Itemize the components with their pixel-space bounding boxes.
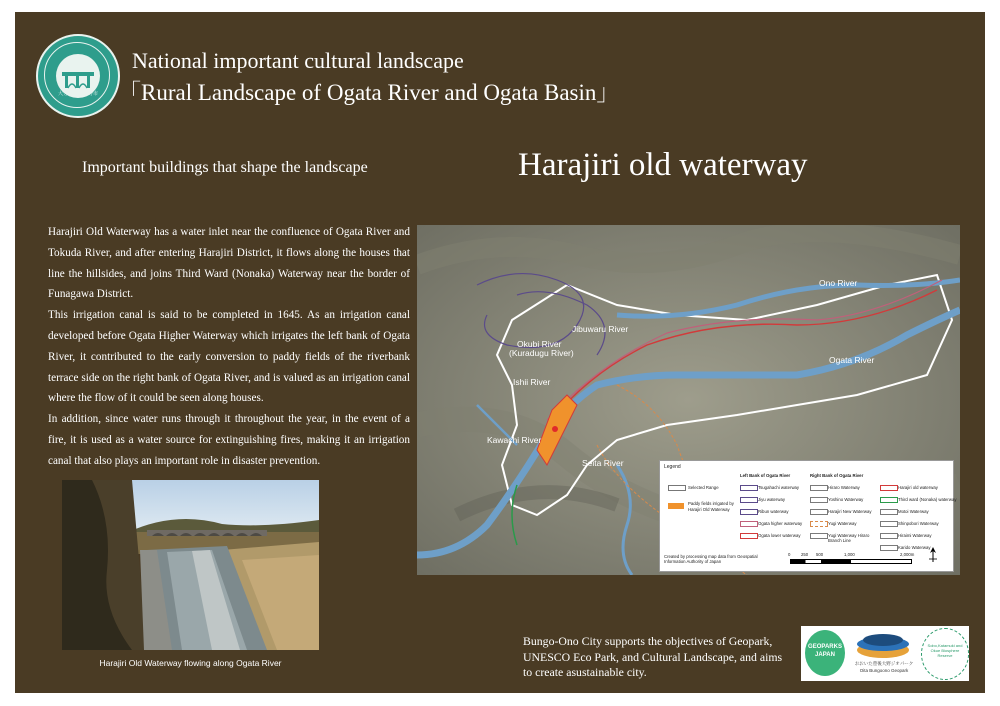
seal-text: 大分県豊後大野市 xyxy=(57,91,98,97)
scale-tick: 500 xyxy=(816,552,824,557)
legend-swatch xyxy=(740,509,758,515)
geoparks-japan-logo xyxy=(805,630,845,676)
bungoono-geopark-logo xyxy=(851,630,915,660)
paragraph-2: This irrigation canal is said to be completed in 1645. As an irrigation canal developed before Ogata Higher Waterway which irrigates the left bank of Ogata River, it contributed to the early conversion to paddy fields of the riverbank terrace side on the right bank of Ogata River, and is valued as an irrigation canal where the flow of it could be seen along houses. xyxy=(48,309,410,405)
legend-item: Yugi Waterway Hiraro Branch Line xyxy=(828,533,870,543)
scale-tick: 0 xyxy=(788,552,791,557)
header-line-1: National important cultural landscape xyxy=(132,48,464,73)
legend-swatch-paddy xyxy=(668,503,684,509)
legend-left-bank-header: Left Bank of Ogata River xyxy=(740,473,791,478)
legend-item: Third ward (Nonaka) waterway xyxy=(898,497,957,502)
legend-item: Harajiri New Waterway xyxy=(828,509,872,514)
legend-swatch-range xyxy=(668,485,686,491)
biosphere-text: Sobo,Katamuki and Okue Biosphere Reserve xyxy=(927,643,963,658)
legend-swatch xyxy=(880,509,898,515)
paragraph-3: In addition, since water runs through it throughout the year, in the event of a fire, it is used as a water source for extinguishing fires, making it an irrigation canal that also plays an important role in disaster prevention. xyxy=(48,413,410,467)
legend-item: Jiyu waterway xyxy=(758,497,785,502)
label-ono-river: Ono River xyxy=(819,278,858,288)
label-jibuwaru-river: Jibuwaru River xyxy=(572,324,629,334)
label-kuradugu-river: (Kuradugu River) xyxy=(509,348,574,358)
legend-item: Harajiri old waterway xyxy=(898,485,938,490)
legend-paddy: Paddy fields irrigated by Harajiri Old Waterway xyxy=(688,501,734,512)
cultural-landscape-seal xyxy=(36,34,120,118)
legend-swatch xyxy=(810,533,828,539)
legend-swatch xyxy=(740,497,758,503)
waterway-photo xyxy=(62,480,319,650)
legend-swatch xyxy=(880,545,898,551)
legend-item: Hiraimi Waterway xyxy=(898,533,932,538)
legend-item: Hiraro Waterway xyxy=(828,485,860,490)
legend-swatch xyxy=(810,497,828,503)
map-legend xyxy=(659,460,957,572)
inlet-point xyxy=(552,426,558,432)
biosphere-reserve-logo xyxy=(921,628,969,680)
paragraph-1: Harajiri Old Waterway has a water inlet near the confluence of Ogata River and Tokuda River, and after entering Harajiri District, it flows along the houses that line the hillsides, and joins Third Ward (Nonaka) Waterway near the border of Funagawa District. xyxy=(48,226,410,301)
waterway-map xyxy=(417,225,960,575)
legend-item: Motoi Waterway xyxy=(898,509,929,514)
legend-title: Legend xyxy=(664,464,681,470)
legend-item: Yugi Waterway xyxy=(828,521,857,526)
header-line-2: 「Rural Landscape of Ogata River and Ogata Basin」 xyxy=(118,80,620,105)
legend-source: Created by processing map data from Geospatial Information Authority of Japan xyxy=(664,554,758,564)
japan-text: JAPAN xyxy=(815,652,835,658)
legend-item: Ogata higher waterway xyxy=(758,521,803,526)
north-arrow-icon xyxy=(928,547,938,563)
city-statement: Bungo-Ono City supports the objectives of Geopark, UNESCO Eco Park, and Cultural Landscape, and aims to create asustainable city. xyxy=(523,634,783,679)
bungoono-geopark-en: Oita Bungoono Geopark xyxy=(859,668,909,673)
description xyxy=(48,222,410,472)
section-subhead: Important buildings that shape the landscape xyxy=(82,159,368,176)
legend-swatch xyxy=(740,485,758,491)
geoparks-text: GEOPARKS xyxy=(808,644,842,650)
page-title: Harajiri old waterway xyxy=(518,147,808,183)
legend-selected-range: Selected Range xyxy=(688,485,719,490)
legend-item: Tsugahachi waterway xyxy=(758,485,800,490)
legend-swatch xyxy=(880,485,898,491)
legend-item: Shinpobori Waterway xyxy=(898,521,939,526)
legend-item: Yoshino Waterway xyxy=(828,497,864,502)
legend-swatch xyxy=(740,533,758,539)
legend-swatch xyxy=(880,533,898,539)
label-ishii-river: Ishii River xyxy=(513,377,551,387)
label-kawachi-river: Kawachi River xyxy=(487,435,542,445)
label-ogata-river: Ogata River xyxy=(829,355,875,365)
scale-bar xyxy=(790,559,912,564)
scale-tick: 250 xyxy=(801,552,809,557)
legend-swatch xyxy=(810,485,828,491)
legend-swatch xyxy=(740,521,758,527)
bungoono-geopark-jp: おおいた豊後大野ジオパーク xyxy=(854,662,914,667)
photo-caption: Harajiri Old Waterway flowing along Ogata River xyxy=(99,658,282,668)
scale-tick: 2,000m xyxy=(900,552,915,557)
legend-item: Ribun waterway xyxy=(758,509,789,514)
legend-swatch xyxy=(880,497,898,503)
legend-item: Karido Waterway xyxy=(898,545,931,550)
legend-swatch xyxy=(810,521,828,527)
legend-item: Ogata lower waterway xyxy=(758,533,801,538)
label-seita-river: Seita River xyxy=(582,458,624,468)
legend-swatch xyxy=(810,509,828,515)
legend-right-bank-header: Right Bank of Ogata River xyxy=(810,473,864,478)
legend-swatch xyxy=(880,521,898,527)
label-okubi-river: Okubi River xyxy=(517,339,562,349)
logos-panel xyxy=(801,626,969,681)
scale-tick: 1,000 xyxy=(844,552,855,557)
